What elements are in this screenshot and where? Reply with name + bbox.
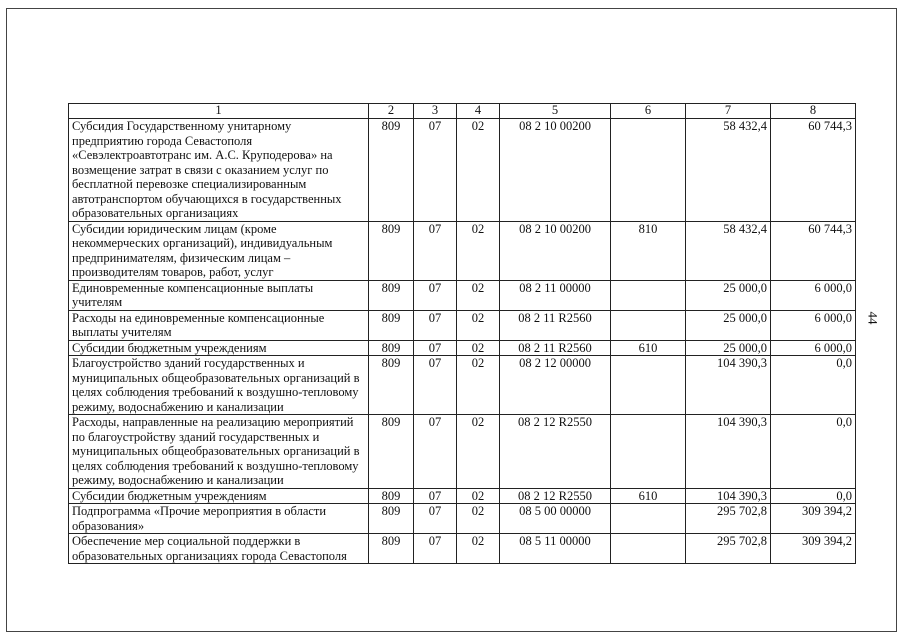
amount-year2-cell: 309 394,2 (771, 504, 856, 534)
budget-table (68, 103, 856, 564)
table-row (69, 310, 856, 340)
expense-type-cell (611, 310, 686, 340)
target-article-cell: 08 2 11 00000 (500, 280, 611, 310)
row-name-cell: Расходы на единовременные компенсационные выплаты учителям (69, 310, 369, 340)
amount-year1-cell: 25 000,0 (686, 280, 771, 310)
target-article-cell: 08 2 10 00200 (500, 221, 611, 280)
header-cell: 5 (500, 104, 611, 119)
amount-year2-cell: 0,0 (771, 488, 856, 504)
table-row (69, 221, 856, 280)
header-cell: 1 (69, 104, 369, 119)
target-article-cell: 08 2 10 00200 (500, 119, 611, 222)
row-name-cell: Субсидия Государственному унитарному предприятию города Севастополя «Севэлектроавтотранс им. А.С. Круподерова» на возмещение затрат в связи с оказанием услуг по бесплатной перевозке специализированным автотранспортом обучающихся в государственных образовательных организациях (69, 119, 369, 222)
row-name-cell: Субсидии бюджетным учреждениям (69, 488, 369, 504)
section-cell: 07 (414, 415, 457, 489)
header-cell: 6 (611, 104, 686, 119)
header-cell: 8 (771, 104, 856, 119)
amount-year2-cell: 0,0 (771, 356, 856, 415)
amount-year1-cell: 25 000,0 (686, 310, 771, 340)
table-row (69, 488, 856, 504)
amount-year2-cell: 6 000,0 (771, 310, 856, 340)
section-cell: 07 (414, 119, 457, 222)
expense-type-cell: 610 (611, 340, 686, 356)
header-cell: 3 (414, 104, 457, 119)
expense-type-cell (611, 415, 686, 489)
target-article-cell: 08 2 12 R2550 (500, 488, 611, 504)
header-cell: 4 (457, 104, 500, 119)
table-row (69, 504, 856, 534)
table-row (69, 356, 856, 415)
expense-type-cell (611, 119, 686, 222)
target-article-cell: 08 2 12 R2550 (500, 415, 611, 489)
row-name-cell: Благоустройство зданий государственных и муниципальных общеобразовательных организаций в целях соблюдения требований к воздушно-тепловому режиму, водоснабжению и канализации (69, 356, 369, 415)
amount-year1-cell: 25 000,0 (686, 340, 771, 356)
section-cell: 07 (414, 310, 457, 340)
section-cell: 07 (414, 504, 457, 534)
expense-type-cell (611, 356, 686, 415)
amount-year2-cell: 6 000,0 (771, 280, 856, 310)
section-cell: 07 (414, 340, 457, 356)
table-row (69, 340, 856, 356)
subsection-cell: 02 (457, 221, 500, 280)
row-name-cell: Субсидии юридическим лицам (кроме некоммерческих организаций), индивидуальным предпринимателям, физическим лицам – производителям товаров, работ, услуг (69, 221, 369, 280)
header-cell: 7 (686, 104, 771, 119)
row-name-cell: Расходы, направленные на реализацию мероприятий по благоустройству зданий государственных и муниципальных общеобразовательных организаций в целях соблюдения требований к воздушно-тепловому режиму, водоснабжению и канализации (69, 415, 369, 489)
amount-year1-cell: 104 390,3 (686, 488, 771, 504)
page-number: 44 (865, 311, 881, 325)
amount-year1-cell: 104 390,3 (686, 356, 771, 415)
chapter-code-cell: 809 (369, 415, 414, 489)
target-article-cell: 08 5 11 00000 (500, 534, 611, 564)
table-row (69, 534, 856, 564)
table-row (69, 280, 856, 310)
chapter-code-cell: 809 (369, 119, 414, 222)
chapter-code-cell: 809 (369, 504, 414, 534)
target-article-cell: 08 5 00 00000 (500, 504, 611, 534)
chapter-code-cell: 809 (369, 340, 414, 356)
subsection-cell: 02 (457, 356, 500, 415)
header-row (69, 104, 856, 119)
row-name-cell: Подпрограмма «Прочие мероприятия в области образования» (69, 504, 369, 534)
section-cell: 07 (414, 280, 457, 310)
chapter-code-cell: 809 (369, 356, 414, 415)
section-cell: 07 (414, 488, 457, 504)
expense-type-cell: 610 (611, 488, 686, 504)
subsection-cell: 02 (457, 488, 500, 504)
amount-year1-cell: 295 702,8 (686, 534, 771, 564)
table-row (69, 119, 856, 222)
header-cell: 2 (369, 104, 414, 119)
amount-year2-cell: 0,0 (771, 415, 856, 489)
target-article-cell: 08 2 12 00000 (500, 356, 611, 415)
amount-year2-cell: 309 394,2 (771, 534, 856, 564)
subsection-cell: 02 (457, 340, 500, 356)
subsection-cell: 02 (457, 280, 500, 310)
amount-year2-cell: 6 000,0 (771, 340, 856, 356)
amount-year2-cell: 60 744,3 (771, 221, 856, 280)
subsection-cell: 02 (457, 534, 500, 564)
chapter-code-cell: 809 (369, 534, 414, 564)
section-cell: 07 (414, 221, 457, 280)
amount-year1-cell: 104 390,3 (686, 415, 771, 489)
target-article-cell: 08 2 11 R2560 (500, 310, 611, 340)
subsection-cell: 02 (457, 119, 500, 222)
subsection-cell: 02 (457, 415, 500, 489)
target-article-cell: 08 2 11 R2560 (500, 340, 611, 356)
subsection-cell: 02 (457, 504, 500, 534)
chapter-code-cell: 809 (369, 280, 414, 310)
section-cell: 07 (414, 534, 457, 564)
amount-year1-cell: 295 702,8 (686, 504, 771, 534)
row-name-cell: Обеспечение мер социальной поддержки в образовательных организациях города Севастополя (69, 534, 369, 564)
amount-year1-cell: 58 432,4 (686, 119, 771, 222)
chapter-code-cell: 809 (369, 221, 414, 280)
expense-type-cell (611, 280, 686, 310)
amount-year2-cell: 60 744,3 (771, 119, 856, 222)
row-name-cell: Единовременные компенсационные выплаты учителям (69, 280, 369, 310)
chapter-code-cell: 809 (369, 310, 414, 340)
expense-type-cell (611, 534, 686, 564)
subsection-cell: 02 (457, 310, 500, 340)
section-cell: 07 (414, 356, 457, 415)
table-row (69, 415, 856, 489)
table-body (69, 104, 856, 564)
amount-year1-cell: 58 432,4 (686, 221, 771, 280)
row-name-cell: Субсидии бюджетным учреждениям (69, 340, 369, 356)
expense-type-cell (611, 504, 686, 534)
expense-type-cell: 810 (611, 221, 686, 280)
chapter-code-cell: 809 (369, 488, 414, 504)
